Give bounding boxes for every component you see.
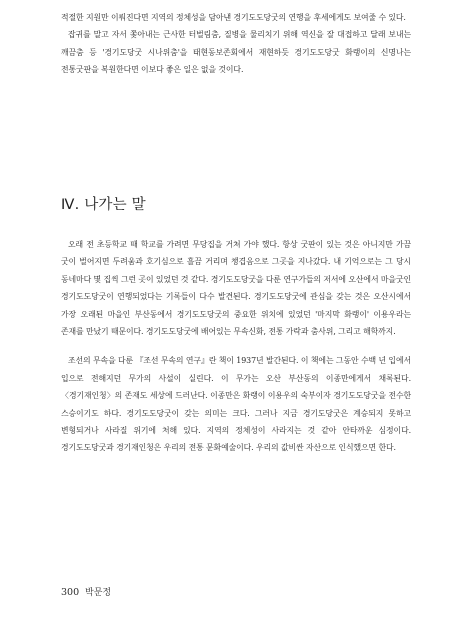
section-heading: Ⅳ. 나가는 말 bbox=[61, 197, 146, 213]
section-text-block bbox=[61, 236, 411, 457]
author-name: 박문정 bbox=[85, 588, 112, 598]
page-footer bbox=[61, 585, 111, 598]
page-number: 300 bbox=[61, 587, 80, 598]
section-paragraph-1: 오래 전 초등학교 때 학교를 가려면 무당집을 거쳐 가야 했다. 항상 굿판이 있는 것은 아니지만 가끔 굿이 벌어지면 두려움과 호기심으로 흘끔 거리며 챙겹음으로 그곳을 지나갔다. 내 기억으로는 그 당시 동네마다 몇 집씩 그런 곳이 있었던 것 같다. 경기도도당굿을 다룬 연구가들의 저서에 오산에서 마을굿인 경기도도당굿이 연행되었다는 기록들이 다수 발견된다. 경기도도당굿에 관심을 갖는 것은 오산시에서 가장 오래된 마을인 부산동에서 경기도도당굿의 중요한 위치에 있었던 '마지막 화랭이' 이용우라는 존재를 만났기 때문이다. 경기도도당굿에 배어있는 무속신화, 전통 가락과 춤사위, 그리고 해학까지. bbox=[61, 240, 412, 337]
paragraph-gap bbox=[61, 340, 411, 352]
intro-paragraph-2: 잡귀를 말고 자서 쫓아내는 근사한 터벌림춤, 질병을 물리치기 위해 역신을 잘 대접하고 달래 보내는 깨끔춤 등 '경기도당굿 시나위춤'을 태현동보존회에서 재현하듯 경기도도당굿 화랭이의 신명나는 전통굿판을 복원한다면 이보다 좋은 일은 없을 것이다. bbox=[61, 30, 411, 75]
section-paragraph-2: 조선의 무속을 다룬 『조선 무속의 연구』란 책이 1937년 발간된다. 이 책에는 그동안 수백 년 입에서 입으로 전해지던 무가의 사설이 실린다. 이 무가는 오산 부산동의 이종만에게서 채록된다. 〈경기재인청〉의 존재도 세상에 드러난다. 이종만은 화랭이 이용우의 숙부이자 경기도도당굿을 전수한 스승이기도 하다. 경기도도당굿이 갖는 의미는 크다. 그러나 지금 경기도당굿은 계승되지 못하고 변형되거나 사라질 위기에 처해 있다. 지역의 정체성이 사라지는 것 같아 안타까운 심정이다. 경기도도당굿과 경기재인청은 우리의 전통 문화예술이다. 우리의 값비싼 자산으로 인식했으면 한다. bbox=[61, 356, 411, 453]
intro-paragraph-1: 적절한 지원만 이뤄진다면 지역의 정체성을 담아낸 경기도도당굿의 연행을 후세에게도 보여줄 수 있다. bbox=[61, 13, 406, 22]
intro-text-block bbox=[61, 9, 411, 79]
